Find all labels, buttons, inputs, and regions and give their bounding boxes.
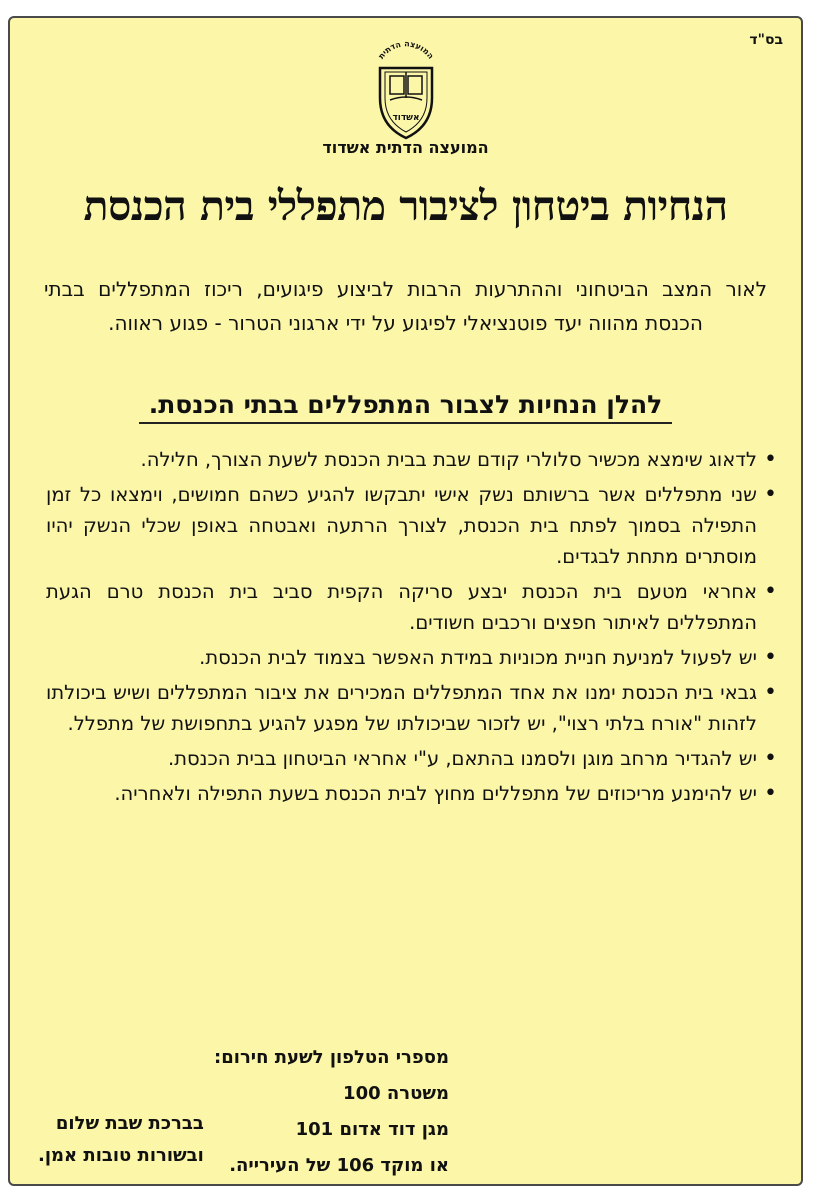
emergency-heading: מספרי הטלפון לשעת חירום: [214,1047,449,1068]
page-title: הנחיות ביטחון לציבור מתפללי בית הכנסת [83,182,728,230]
mda-number: מגן דוד אדום 101 [295,1119,449,1140]
municipal-hotline: או מוקד 106 של העירייה. [229,1155,449,1176]
guideline-item: • לדאוג שימצא מכשיר סלולרי קודם שבת בבית הכנסת לשעת הצורך, חלילה. [46,444,779,475]
guideline-item: • שני מתפללים אשר ברשותם נשק אישי יתבקשו להגיע כשהם חמושים, וימצאו כל זמן התפילה בסמוך לפתח בית הכנסת, לצורך הרתעה ואבטחה באופן שכלי הנשק יהיו מוסתרים מתחת לבגדים. [46,479,779,572]
guideline-item: • יש לפעול למניעת חניית מכוניות במידת האפשר בצמוד לבית הכנסת. [46,642,779,673]
guideline-item: • יש להגדיר מרחב מוגן ולסמנו בהתאם, ע"י אחראי הביטחון בבית הכנסת. [46,743,779,774]
intro-paragraph: לאור המצב הביטחוני וההתרעות הרבות לביצוע פיגועים, ריכוז המתפללים בבתי הכנסת מהווה יעד פוטנציאלי לפיגוע על ידי ארגוני הטרור - פגוע ראווה. [44,277,767,335]
closing-line-1: בברכת שבת שלום [55,1113,204,1134]
logo-arc-text: המועצה הדתית [376,39,435,61]
svg-text:המועצה הדתית [376,39,435,60]
council-name: המועצה הדתית אשדוד [322,138,489,157]
religious-council-emblem-icon [366,38,446,148]
police-number: משטרה 100 [343,1083,449,1104]
logo-city-text: אשדוד [391,113,420,123]
closing-line-2: ובשורות טובות אמן. [38,1145,204,1166]
guidelines-heading [10,390,801,419]
notice-poster [8,16,803,1186]
guidelines-list [46,444,779,813]
guidelines-heading-text: להלן הנחיות לצבור המתפללים בבתי הכנסת. [139,390,673,424]
guideline-item: • אחראי מטעם בית הכנסת יבצע סריקה הקפית סביב בית הכנסת טרם הגעת המתפללים לאיתור חפצים ורכבים חשודים. [46,576,779,638]
emergency-phones [214,1040,449,1184]
bsd-mark: בס"ד [749,32,783,48]
guideline-item: • גבאי בית הכנסת ימנו את אחד המתפללים המכירים את ציבור המתפללים ושיש ביכולתו לזהות "אורח בלתי רצוי", יש לזכור שביכולתו של מפגע להגיע בתחפושת של מתפלל. [46,677,779,739]
closing-blessing [38,1108,204,1172]
guideline-item: • יש להימנע מריכוזים של מתפללים מחוץ לבית הכנסת בשעת התפילה ולאחריה. [46,778,779,809]
